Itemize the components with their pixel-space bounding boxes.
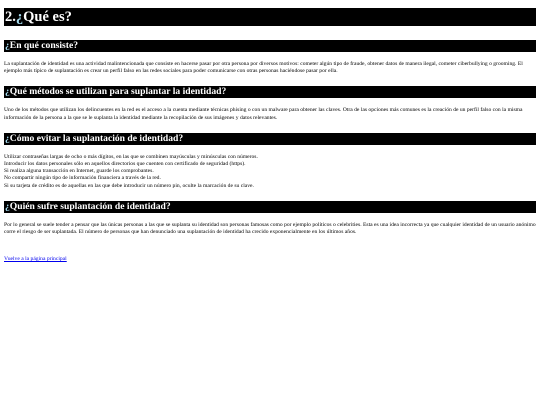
prevention-tip: Utilizar contraseñas largas de ocho o más dígitos, en las que se combinen mayúsculas y minúsculas con números. xyxy=(4,153,258,160)
section-paragraph-victims: Por lo general se suele tender a pensar que las únicas personas a las que se suplanta su identidad son personas famosas como por ejemplo políticos o celebrities. Esta es una idea incorrecta ya que cualquier identidad de un usuario anónimo corre el riesgo de ser suplantada. El número de personas que han denunciado una suplantación de identidad ha crecido exponencialmente en los últimos años. xyxy=(4,221,536,236)
section-heading-victims xyxy=(4,201,536,213)
section-heading-text: Quién sufre suplantación de identidad? xyxy=(9,200,171,212)
section-paragraph-what-is: La suplantación de identidad es una actividad malintencionada que consiste en hacerse pasar por otra persona por diversos motivos: cometer algún tipo de fraude, obtener datos de manera ilegal, cometer ciberbullying o grooming. El ejemplo más típico de suplantación es crear un perfil falso en las redes sociales para poder comunicarse con otras personas haciéndose pasar por ella. xyxy=(4,61,523,75)
section-heading-question-mark: ¿ xyxy=(5,132,10,144)
section-heading-text: En qué consiste? xyxy=(9,40,79,51)
back-to-home-link[interactable]: Vuelve a la página principal xyxy=(4,256,67,263)
page-title-question-mark: ¿ xyxy=(15,9,24,25)
prevention-tips-list xyxy=(4,154,536,190)
section-paragraph-methods: Uno de los métodos que utilizan los delincuentes en la red es el acceso a la cuenta mediante técnicas phising o con un malware para obtener las claves. Otra de las opciones más comunes es la creación de un perfil falso con la misma información de la persona a la que se le suplanta la identidad mediante la recopilación de sus imágenes y datos relevantes. xyxy=(4,107,523,121)
section-heading-text: Qué métodos se utilizan para suplantar la identidad? xyxy=(9,86,227,98)
section-heading-question-mark: ¿ xyxy=(5,40,10,51)
prevention-tip: Introducir los datos personales sólo en aquellos directorios que cuenten con certificado de seguridad (https). xyxy=(4,161,246,168)
section-heading-prevention xyxy=(4,133,536,145)
prevention-tip: Si realiza alguna transacción en Internet, guarde los comprobantes. xyxy=(4,168,154,175)
prevention-tip: Si su tarjeta de crédito es de aquellas en las que debe introducir un número pin, oculte la marcación de su clave. xyxy=(4,182,254,189)
section-heading-methods xyxy=(4,86,536,98)
page-title xyxy=(4,8,536,26)
section-heading-text: Cómo evitar la suplantación de identidad? xyxy=(9,132,184,144)
prevention-tip: No compartir ningún tipo de información financiera a través de la red. xyxy=(4,175,161,182)
page-title-prefix: 2. xyxy=(5,9,16,25)
section-heading-question-mark: ¿ xyxy=(5,200,10,212)
section-heading-what-is xyxy=(4,40,536,52)
section-heading-question-mark: ¿ xyxy=(5,86,10,98)
page-title-text: Qué es? xyxy=(23,9,72,25)
